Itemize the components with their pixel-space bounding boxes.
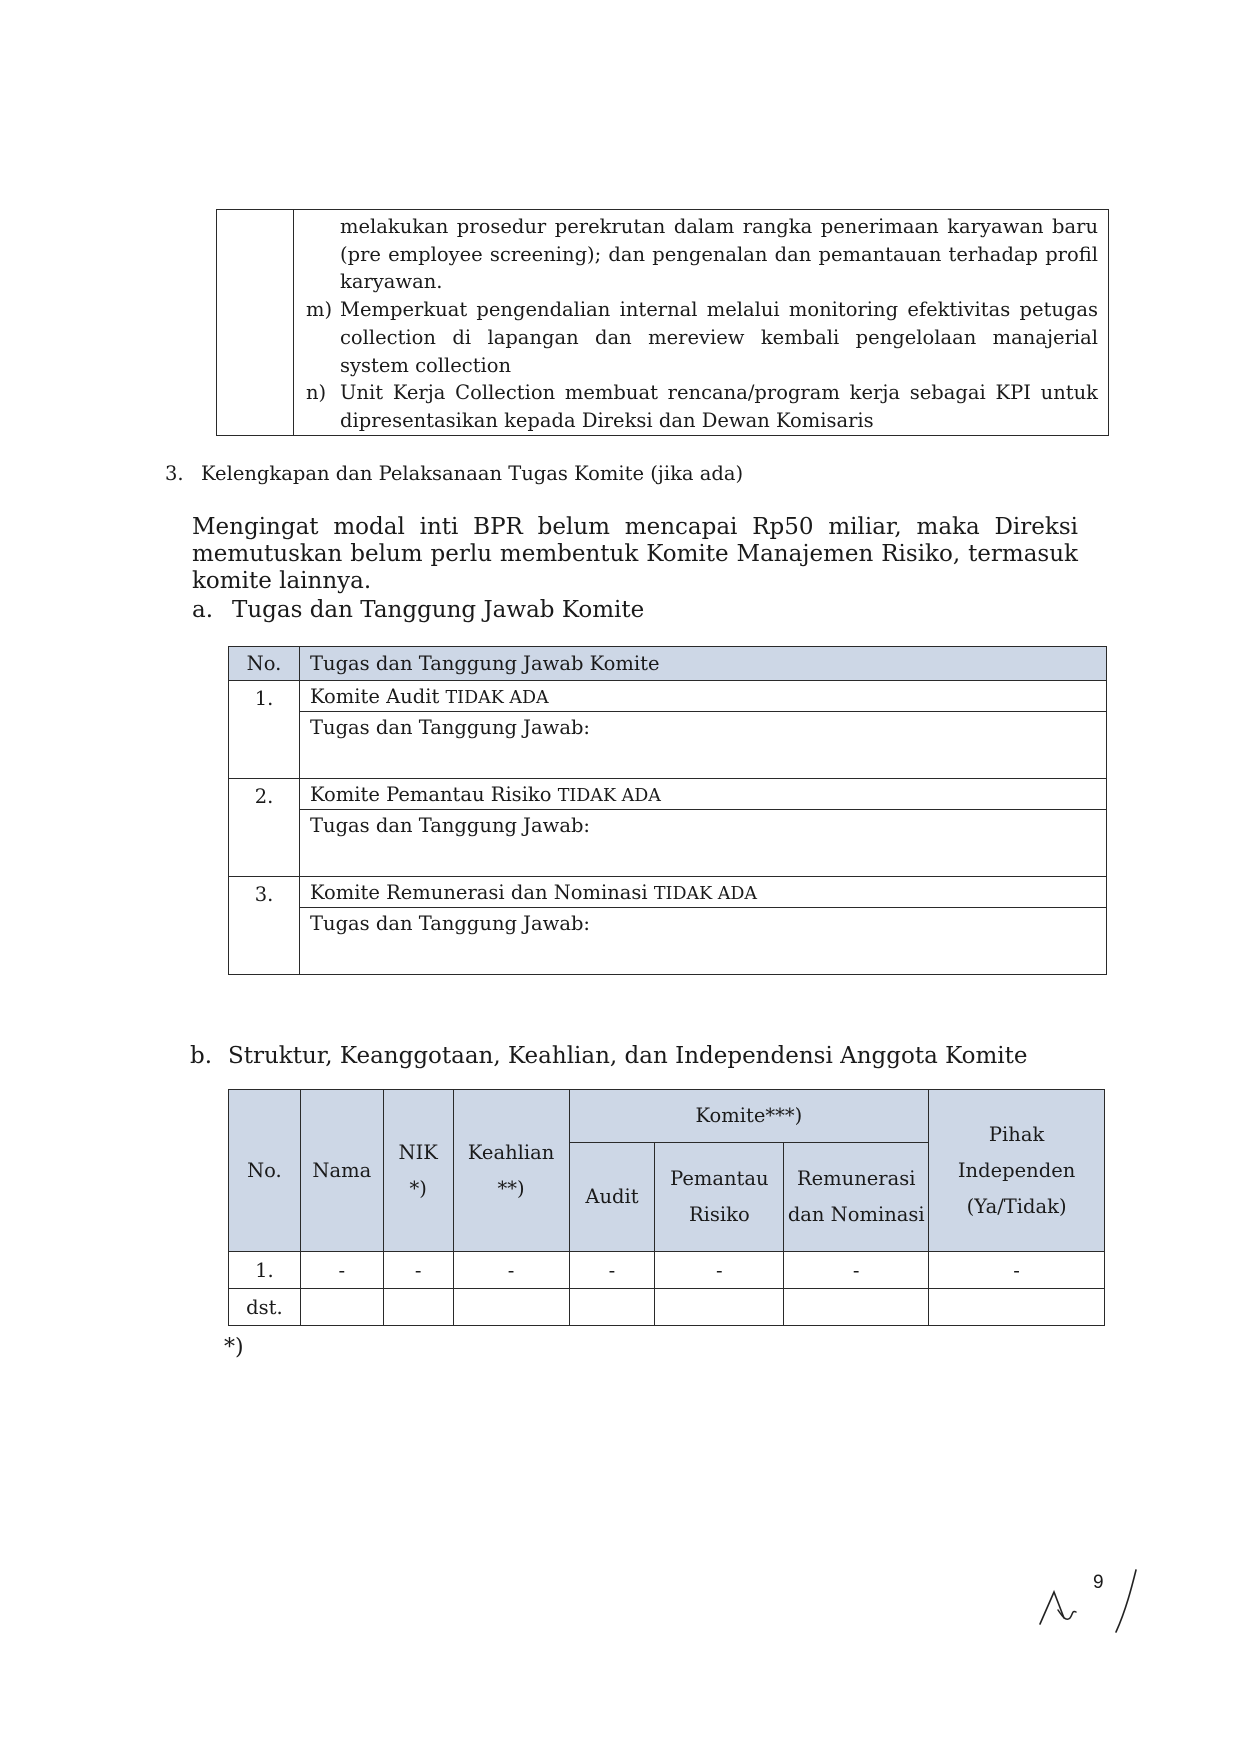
task-label: Tugas dan Tanggung Jawab: xyxy=(300,712,1107,779)
cell-pihak: - xyxy=(929,1252,1105,1289)
header-nik xyxy=(383,1090,453,1252)
cell-nama: - xyxy=(300,1252,383,1289)
item-text: Memperkuat pengendalian internal melalui monitoring efektivitas petugas collection di lapangan dan mereview kembali pengelolaan manajerial system collection xyxy=(340,298,1098,377)
subsection-a-heading xyxy=(192,597,644,623)
committee-name-cell xyxy=(300,681,1107,712)
cell-audit xyxy=(569,1289,655,1326)
committee-duties-table xyxy=(228,646,1107,975)
list-item-m xyxy=(306,296,1098,379)
item-text: Unit Kerja Collection membuat rencana/program kerja sebagai KPI untuk dipresentasikan kepada Direksi dan Dewan Komisaris xyxy=(340,381,1098,432)
header-no: No. xyxy=(229,647,300,681)
header-remunerasi: Remunerasi dan Nominasi xyxy=(784,1143,929,1252)
subsection-label: a. xyxy=(192,597,214,623)
cell-no: dst. xyxy=(229,1289,301,1326)
cell-keahlian: - xyxy=(453,1252,569,1289)
subsection-title: Tugas dan Tanggung Jawab Komite xyxy=(232,597,645,623)
table-row xyxy=(229,779,1107,810)
table-row xyxy=(229,810,1107,877)
section-title: Kelengkapan dan Pelaksanaan Tugas Komite (jika ada) xyxy=(201,462,744,485)
committee-name: Komite Remunerasi dan Nominasi xyxy=(310,880,648,904)
cell-pemantau xyxy=(655,1289,784,1326)
item-label: m) xyxy=(306,298,333,322)
table-row xyxy=(229,1252,1105,1289)
item-label: n) xyxy=(306,381,327,405)
row-number: 3. xyxy=(229,877,300,975)
section-3-intro: Mengingat modal inti BPR belum mencapai Rp50 miliar, maka Direksi memutuskan belum perlu membentuk Komite Manajemen Risiko, termasuk komite lainnya. xyxy=(192,514,1078,594)
list-item-n xyxy=(306,379,1098,434)
header-nama: Nama xyxy=(300,1090,383,1252)
cell-nama xyxy=(300,1289,383,1326)
header-keahlian xyxy=(453,1090,569,1252)
cell-nik: - xyxy=(383,1252,453,1289)
section-number: 3. xyxy=(165,462,184,485)
cell-remunerasi xyxy=(784,1289,929,1326)
committee-name-cell xyxy=(300,877,1107,908)
table-header-row xyxy=(229,647,1107,681)
item-l-tail: melakukan prosedur perekrutan dalam rangka penerimaan karyawan baru (pre employee screening); dan pengenalan dan pemantauan terhadap profil karyawan. xyxy=(340,215,1098,294)
committee-name: Komite Audit xyxy=(310,684,440,708)
table-row xyxy=(229,908,1107,975)
footnote-marker: *) xyxy=(224,1335,244,1360)
committee-status: TIDAK ADA xyxy=(557,785,661,806)
table-row xyxy=(229,681,1107,712)
subsection-label: b. xyxy=(190,1043,213,1069)
continuation-table xyxy=(216,209,1109,436)
committee-name: Komite Pemantau Risiko xyxy=(310,782,552,806)
committee-status: TIDAK ADA xyxy=(445,687,549,708)
signature-paraf xyxy=(1036,1566,1146,1636)
header-komite: Komite***) xyxy=(569,1090,929,1143)
committee-members-table xyxy=(228,1089,1105,1326)
header-no: No. xyxy=(229,1090,301,1252)
header-keahlian-label: Keahlian xyxy=(467,1140,555,1164)
header-keahlian-note: **) xyxy=(497,1176,525,1200)
header-nik-label: NIK xyxy=(398,1140,438,1164)
committee-name-cell xyxy=(300,779,1107,810)
header-nik-note: *) xyxy=(409,1176,427,1200)
row-number: 1. xyxy=(229,681,300,779)
header-pihak: Pihak Independen (Ya/Tidak) xyxy=(929,1090,1105,1252)
cell-no: 1. xyxy=(229,1252,301,1289)
cell-remunerasi: - xyxy=(784,1252,929,1289)
section-3-heading xyxy=(165,462,743,485)
cell-audit: - xyxy=(569,1252,655,1289)
subsection-title: Struktur, Keanggotaan, Keahlian, dan Independensi Anggota Komite xyxy=(228,1043,1028,1069)
subsection-b-heading xyxy=(190,1043,1028,1069)
cell-pemantau: - xyxy=(655,1252,784,1289)
row-number: 2. xyxy=(229,779,300,877)
continuation-content-cell xyxy=(294,210,1109,436)
task-label: Tugas dan Tanggung Jawab: xyxy=(300,908,1107,975)
header-audit: Audit xyxy=(569,1143,655,1252)
continuation-number-cell xyxy=(217,210,294,436)
table-row xyxy=(229,712,1107,779)
task-label: Tugas dan Tanggung Jawab: xyxy=(300,810,1107,877)
table-row xyxy=(229,1289,1105,1326)
cell-keahlian xyxy=(453,1289,569,1326)
header-task: Tugas dan Tanggung Jawab Komite xyxy=(300,647,1107,681)
committee-status: TIDAK ADA xyxy=(653,883,758,904)
header-pemantau: Pemantau Risiko xyxy=(655,1143,784,1252)
cell-nik xyxy=(383,1289,453,1326)
page-number: 9 xyxy=(1093,1572,1104,1593)
cell-pihak xyxy=(929,1289,1105,1326)
table-row xyxy=(229,877,1107,908)
